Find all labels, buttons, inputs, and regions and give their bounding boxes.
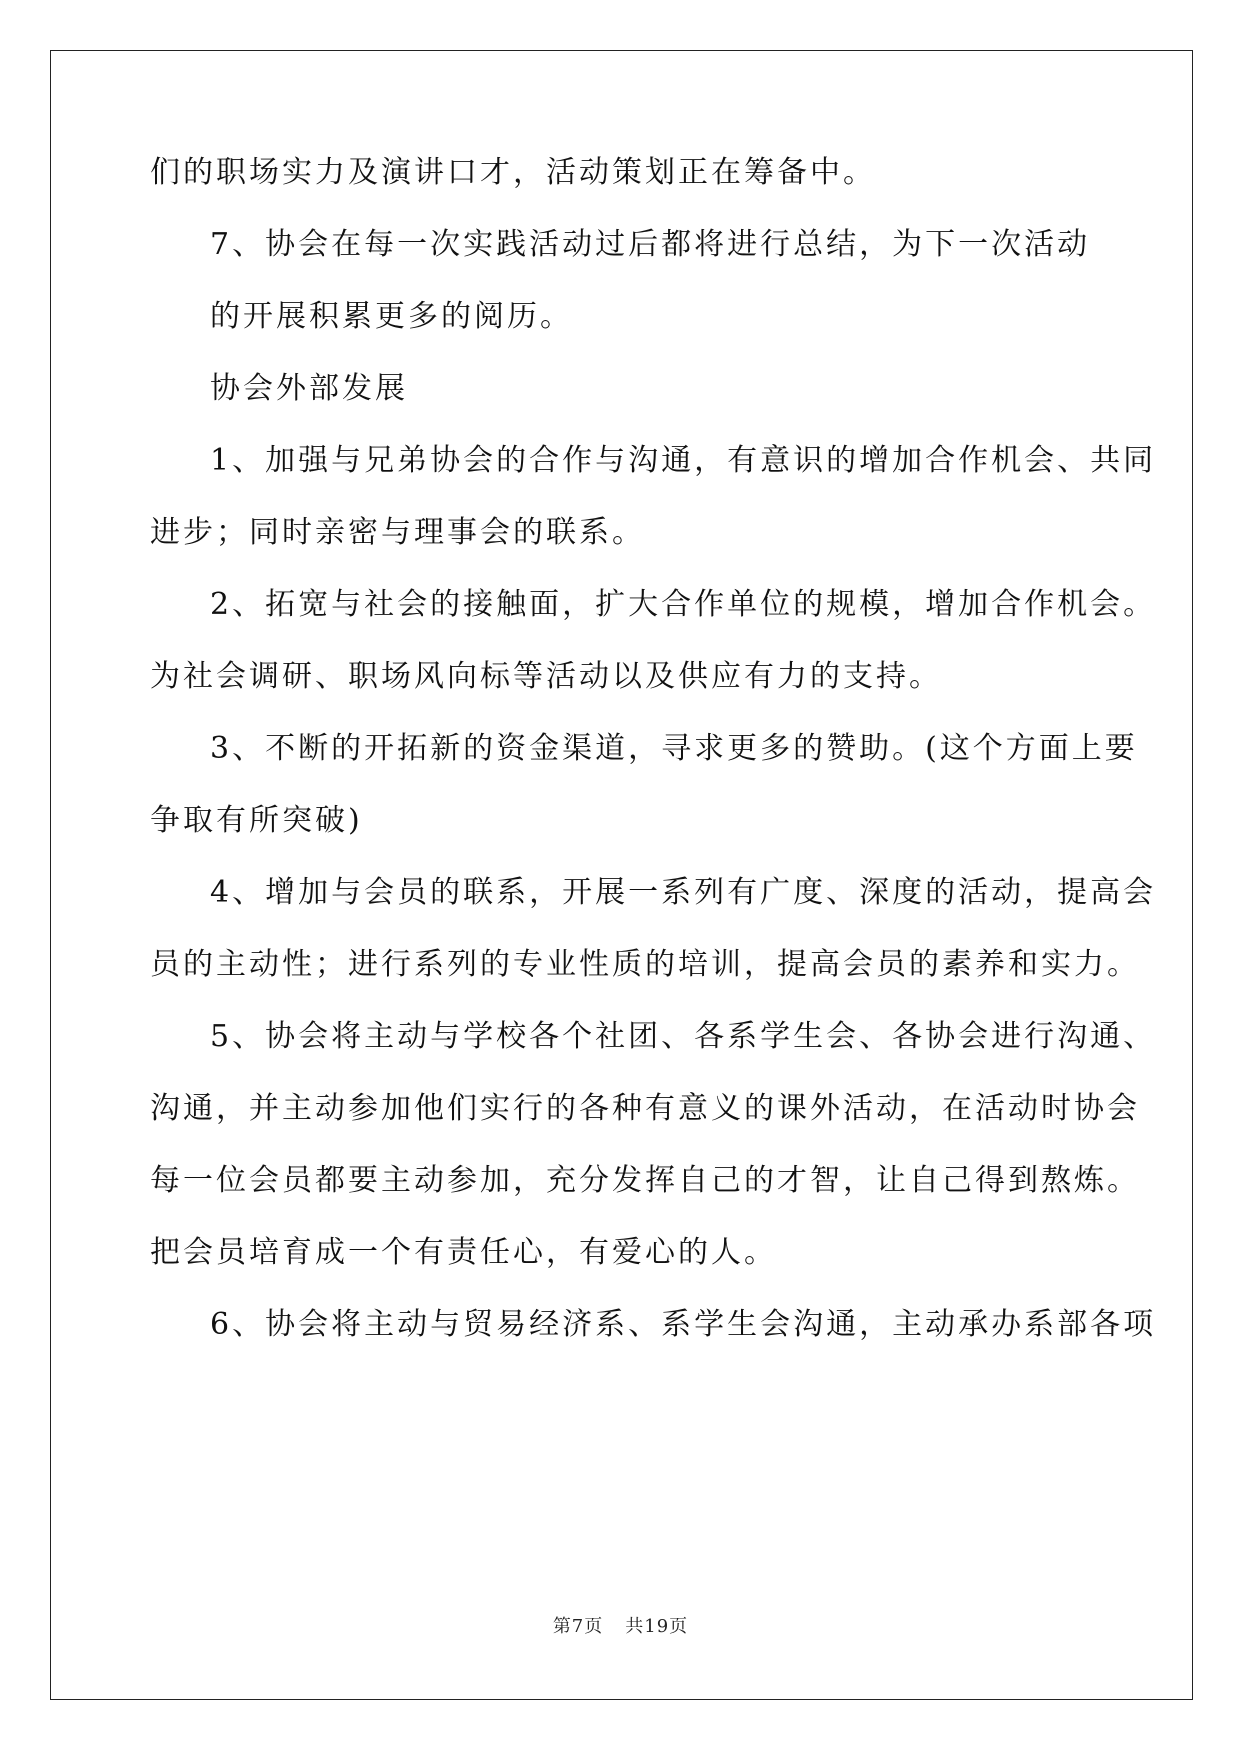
text-line: 2、拓宽与社会的接触面，扩大合作单位的规模，增加合作机会。 [210, 587, 1157, 622]
text-line: 每一位会员都要主动参加，充分发挥自己的才智，让自己得到熬炼。 [150, 1163, 1140, 1198]
text-line: 6、协会将主动与贸易经济系、系学生会沟通，主动承办系部各项 [210, 1307, 1157, 1342]
page-total: 共19页 [625, 1616, 689, 1637]
text-line: 7、协会在每一次实践活动过后都将进行总结，为下一次活动 [210, 227, 1091, 262]
text-line: 进步；同时亲密与理事会的联系。 [150, 515, 645, 550]
page-footer [0, 1612, 1241, 1638]
text-line: 沟通，并主动参加他们实行的各种有意义的课外活动，在活动时协会 [150, 1091, 1140, 1126]
text-line: 员的主动性；进行系列的专业性质的培训，提高会员的素养和实力。 [150, 947, 1140, 982]
text-line: 把会员培育成一个有责任心，有爱心的人。 [150, 1235, 777, 1270]
section-heading: 协会外部发展 [210, 371, 408, 406]
text-line: 为社会调研、职场风向标等活动以及供应有力的支持。 [150, 659, 942, 694]
text-line: 3、不断的开拓新的资金渠道，寻求更多的赞助。(这个方面上要 [210, 731, 1138, 766]
text-line: 们的职场实力及演讲口才，活动策划正在筹备中。 [150, 155, 876, 190]
text-line: 1、加强与兄弟协会的合作与沟通，有意识的增加合作机会、共同 [210, 443, 1157, 478]
page-number: 第7页 [552, 1616, 604, 1637]
text-line: 争取有所突破) [150, 803, 363, 838]
text-line: 5、协会将主动与学校各个社团、各系学生会、各协会进行沟通、 [210, 1019, 1157, 1054]
text-line: 4、增加与会员的联系，开展一系列有广度、深度的活动，提高会 [210, 875, 1157, 910]
text-line: 的开展积累更多的阅历。 [210, 299, 573, 334]
